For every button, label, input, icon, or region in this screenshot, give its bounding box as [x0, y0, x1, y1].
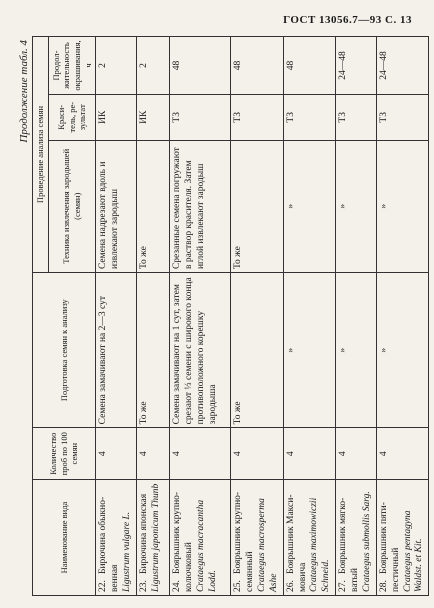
cell-dye: ТЗ [283, 95, 336, 141]
cell-name [170, 480, 231, 596]
page-header: ГОСТ 13056.7—93 С. 13 [283, 14, 412, 26]
cell-tech: » [283, 140, 336, 273]
row-number: 23. [139, 580, 150, 592]
row-number: 25. [233, 580, 244, 592]
table-row [170, 37, 231, 596]
species-latin: Crataegus macrosperma Ashe [256, 498, 279, 592]
column-header-prep: Подготовка семян к анализу [33, 273, 96, 428]
row-number: 27. [338, 580, 349, 592]
cell-dur: 24—48 [376, 37, 429, 95]
cell-dur: 48 [283, 37, 336, 95]
cell-qty: 4 [170, 428, 231, 480]
cell-tech: Срезанные семена погружают в раствор красителя. Затем иглой извлекают зародыш [170, 140, 231, 273]
species-name: Бирючина обыкновенная [98, 496, 120, 592]
cell-tech: Семена надрезают вдоль и извлекают зародыш [96, 140, 137, 273]
column-header-dur: Продолжительность окрашивания, ч [48, 37, 96, 95]
species-name: Боярышник мягковатый [338, 497, 360, 592]
row-number: 28. [378, 580, 389, 592]
cell-dur: 2 [137, 37, 170, 95]
cell-prep: То же [137, 273, 170, 428]
table-row [231, 37, 284, 596]
cell-tech: » [336, 140, 377, 273]
species-name: Бирючина японская [139, 493, 150, 574]
cell-prep: » [336, 273, 377, 428]
cell-qty: 4 [283, 428, 336, 480]
cell-qty: 4 [336, 428, 377, 480]
table-caption: Продолжение табл. 4 [18, 40, 30, 143]
cell-tech: » [376, 140, 429, 273]
cell-qty: 4 [231, 428, 284, 480]
table-row [376, 37, 429, 596]
cell-prep: » [283, 273, 336, 428]
cell-dye: ТЗ [336, 95, 377, 141]
column-header-dye: Краситель, результат [48, 95, 96, 141]
species-latin: Crataegus macracantha Lodd. [195, 499, 218, 592]
cell-dye: ТЗ [170, 95, 231, 141]
species-name: Боярышник крупносемянный [233, 491, 255, 592]
cell-name [283, 480, 336, 596]
species-name: Боярышник Максимовича [285, 494, 308, 592]
seed-analysis-table [32, 36, 429, 596]
cell-name [376, 480, 429, 596]
cell-qty: 4 [137, 428, 170, 480]
cell-tech: То же [137, 140, 170, 273]
species-latin: Ligustrum japonicum Thunb [151, 483, 161, 592]
cell-name [96, 480, 137, 596]
cell-tech: То же [231, 140, 284, 273]
table-row [283, 37, 336, 596]
cell-qty: 4 [376, 428, 429, 480]
rotated-table-area [16, 36, 425, 596]
cell-dye: ТЗ [376, 95, 429, 141]
cell-dye: ТЗ [231, 95, 284, 141]
column-header-qty: Количество проб по 100 семян [33, 428, 96, 480]
species-latin: Crataegus pentagyna Waldst. et Kit. [402, 510, 425, 592]
row-number: 22. [98, 580, 109, 592]
species-name: Боярышник пятипестичный [378, 502, 401, 592]
cell-dur: 48 [170, 37, 231, 95]
cell-qty: 4 [96, 428, 137, 480]
table-row [96, 37, 137, 596]
row-number: 26. [285, 580, 296, 592]
cell-dye: ИК [96, 95, 137, 141]
column-header-tech: Техника извлечения зародышей (семян) [48, 140, 96, 273]
cell-dur: 48 [231, 37, 284, 95]
cell-name [137, 480, 170, 596]
cell-dye: ИК [137, 95, 170, 141]
table-row [336, 37, 377, 596]
cell-name [336, 480, 377, 596]
column-header-name: Наименование вида [33, 480, 96, 596]
species-latin: Crataegus submollis Sarg. [361, 491, 372, 592]
cell-dur: 24—48 [336, 37, 377, 95]
cell-prep: Семена замачивают на 1 сут, затем срезают ⅓ семени с широкого конца противоположного корешку зародыша [170, 273, 231, 428]
cell-name [231, 480, 284, 596]
cell-prep: Семена замачивают на 2—3 сут [96, 273, 137, 428]
column-header-group: Проведение анализа семян [33, 37, 49, 273]
cell-prep: » [376, 273, 429, 428]
cell-prep: То же [231, 273, 284, 428]
species-latin: Ligustrum vulgare L. [121, 511, 132, 592]
table-row [137, 37, 170, 596]
row-number: 24. [172, 580, 183, 592]
species-name: Боярышник крупноколючковый [172, 491, 194, 592]
cell-dur: 2 [96, 37, 137, 95]
table-header-row [33, 37, 49, 596]
species-latin: Crataegus maximowiczii Schneid. [309, 497, 332, 592]
